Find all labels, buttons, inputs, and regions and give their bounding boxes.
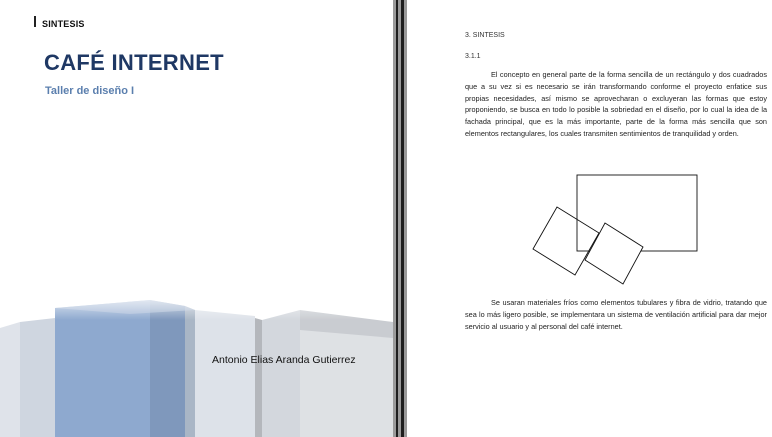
page-divider (393, 0, 407, 437)
divider-line-right (401, 0, 404, 437)
concept-square-left (533, 207, 599, 275)
concept-diagram (527, 170, 717, 290)
document-subtitle: Taller de diseño I (45, 85, 135, 97)
section-label: SINTESIS (42, 19, 85, 29)
materials-paragraph: Se usaran materiales fríos como elementos tubulares y fibra de vidrio, tratando que sea lo más ligero posible, se implementara un sistema de ventilación artificial para dar mejor servicio al usuario y al personal del café internet. (465, 298, 767, 331)
author-name: Antonio Elias Aranda Gutierrez (212, 354, 356, 366)
section-marker (34, 16, 36, 27)
subsection-heading: 3.1.1 (465, 53, 481, 60)
text-page (407, 0, 772, 437)
concept-paragraph: El concepto en general parte de la forma sencilla de un rectángulo y dos cuadrados que a su vez si es necesario se irán transformando conforme el proyecto enfatice sus propias necesidades, así mismo se aprovecharan o excluyeran las formas que estoy proponiendo, se busca en todo lo posible la sobriedad en el diseño, por lo cual la idea de la fachada principal, que es la más importante, parte de la forma más sencilla que son elementos rectangulares, los cuales transmiten sentimientos de tranquilidad y orden. (465, 70, 767, 138)
divider-line-left (396, 0, 398, 437)
concept-square-right (585, 223, 643, 284)
section-heading: 3. SINTESIS (465, 32, 505, 39)
document-title: CAFÉ INTERNET (44, 50, 224, 75)
